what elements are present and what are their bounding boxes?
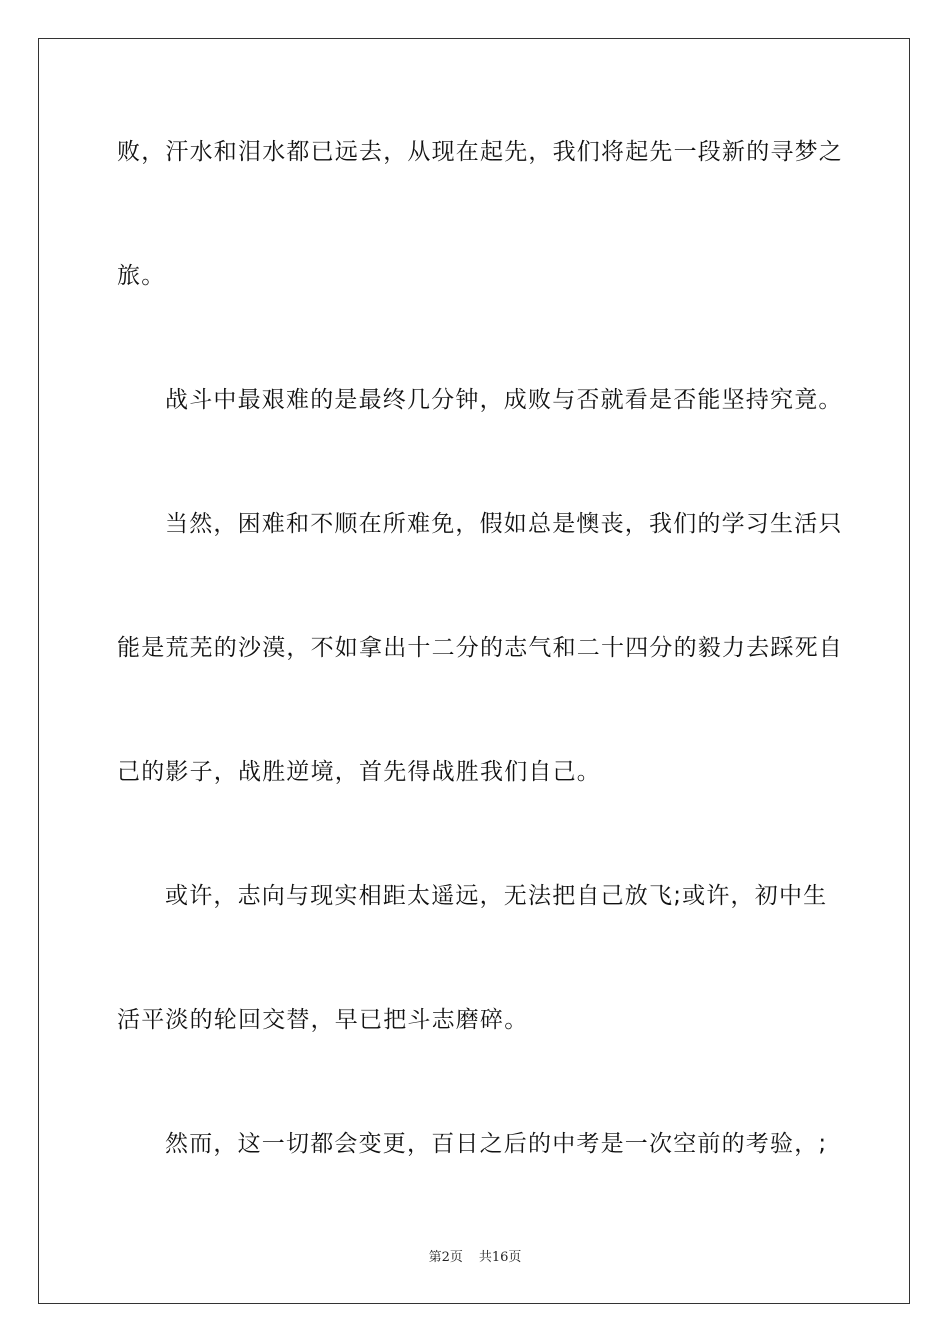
text-line-6: 己的影子，战胜逆境，首先得战胜我们自己。 [117, 759, 601, 785]
paragraph-start-line-3: 战斗中最艰难的是最终几分钟，成败与否就看是否能坚持究竟。 [165, 387, 843, 413]
paragraph-start-line-4: 当然，困难和不顺在所难免，假如总是懊丧，我们的学习生活只 [165, 511, 843, 537]
text-line-5: 能是荒芜的沙漠，不如拿出十二分的志气和二十四分的毅力去踩死自 [117, 635, 843, 661]
paragraph-start-line-7: 或许，志向与现实相距太遥远，无法把自己放飞;或许，初中生 [165, 883, 828, 909]
page-number: 第2页 [428, 1250, 463, 1265]
paragraph-start-line-9: 然而，这一切都会变更，百日之后的中考是一次空前的考验，; [165, 1131, 828, 1157]
text-line-2: 旅。 [117, 263, 166, 289]
page-footer [0, 1246, 950, 1265]
text-line-8: 活平淡的轮回交替，早已把斗志磨碎。 [117, 1007, 529, 1033]
total-pages: 共16页 [478, 1250, 522, 1265]
text-line-1: 败，汗水和泪水都已远去，从现在起先，我们将起先一段新的寻梦之 [117, 139, 843, 165]
page-border [38, 38, 910, 1304]
